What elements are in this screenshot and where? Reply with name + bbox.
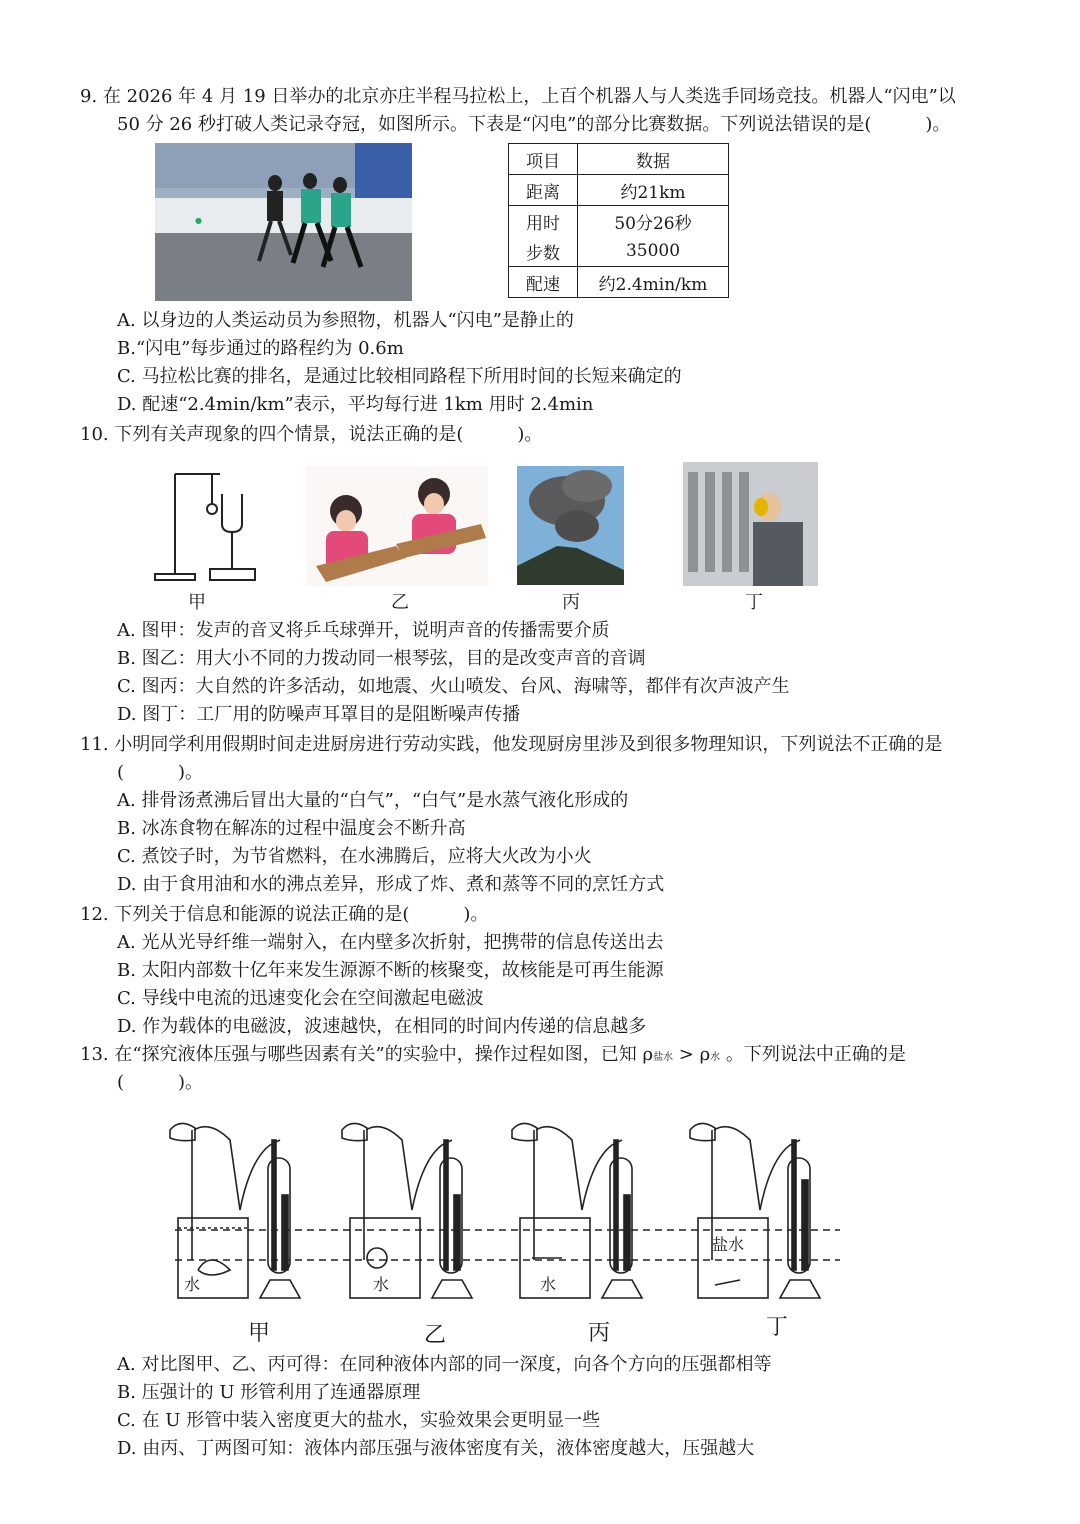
q13-subscript-water: 水	[710, 1052, 721, 1063]
q9-option-a: A. 以身边的人类运动员为参照物，机器人“闪电”是静止的	[117, 310, 574, 331]
robot-marathon-photo	[155, 143, 412, 301]
q10-caption-bing: 丙	[562, 592, 580, 613]
q12-option-a: A. 光从光导纤维一端射入，在内壁多次折射，把携带的信息传送出去	[117, 932, 664, 953]
q13-caption-bing: 丙	[588, 1321, 611, 1346]
q9-data-table	[508, 143, 729, 298]
table-cell: 50分26秒	[578, 206, 729, 237]
q13-stem-line2: ( )。	[117, 1072, 204, 1093]
q12-option-d: D. 作为载体的电磁波，波速越快，在相同的时间内传递的信息越多	[117, 1016, 647, 1037]
table-cell: 步数	[509, 236, 578, 267]
q10-caption-jia: 甲	[188, 592, 206, 613]
table-cell: 距离	[509, 175, 578, 206]
q11-option-a: A. 排骨汤煮沸后冒出大量的“白气”，“白气”是水蒸气液化形成的	[117, 790, 629, 811]
q13-option-a: A. 对比图甲、乙、丙可得：在同种液体内部的同一深度，向各个方向的压强都相等	[117, 1354, 772, 1375]
table-header-data: 数据	[578, 144, 729, 175]
q12-option-b: B. 太阳内部数十亿年来发生源源不断的核聚变，故核能是可再生能源	[117, 960, 664, 981]
zither-players-photo	[306, 466, 488, 586]
q13-caption-yi: 乙	[424, 1323, 447, 1348]
q13-caption-ding: 丁	[766, 1315, 789, 1340]
table-cell: 用时	[509, 206, 578, 237]
q11-option-b: B. 冰冻食物在解冻的过程中温度会不断升高	[117, 818, 466, 839]
q9-option-b: B.“闪电”每步通过的路程约为 0.6m	[117, 338, 404, 359]
table-cell: 配速	[509, 267, 578, 298]
q11-option-c: C. 煮饺子时，为节省燃料，在水沸腾后，应将大火改为小火	[117, 846, 592, 867]
q13-option-b: B. 压强计的 U 形管利用了连通器原理	[117, 1382, 421, 1403]
q12-stem: 12. 下列关于信息和能源的说法正确的是( )。	[80, 904, 489, 925]
table-cell: 约21km	[578, 175, 729, 206]
q9-stem-line2: 50 分 26 秒打破人类记录夺冠，如图所示。下表是“闪电”的部分比赛数据。下列说法错误的是( )。	[117, 114, 951, 135]
liquid-pressure-experiment-figure	[150, 1100, 850, 1310]
q10-caption-yi: 乙	[391, 592, 409, 613]
q11-stem-line2: ( )。	[117, 762, 204, 783]
q13-option-d: D. 由丙、丁两图可知：液体内部压强与液体密度有关，液体密度越大，压强越大	[117, 1438, 755, 1459]
q13-option-c: C. 在 U 形管中装入密度更大的盐水，实验效果会更明显一些	[117, 1410, 601, 1431]
q12-option-c: C. 导线中电流的迅速变化会在空间激起电磁波	[117, 988, 484, 1009]
liquid-label-bing: 水	[540, 1275, 557, 1294]
q13-caption-jia: 甲	[248, 1321, 271, 1346]
q13-stem-part-c: 。下列说法中正确的是	[720, 1044, 906, 1065]
q9-option-d: D. 配速“2.4min/km”表示，平均每行进 1km 用时 2.4min	[117, 394, 594, 415]
q10-option-a: A. 图甲：发声的音叉将乒乓球弹开，说明声音的传播需要介质	[117, 620, 610, 641]
volcano-eruption-photo	[517, 466, 624, 585]
liquid-label-ding: 盐水	[712, 1235, 745, 1254]
q11-option-d: D. 由于食用油和水的沸点差异，形成了炸、煮和蒸等不同的烹饪方式	[117, 874, 665, 895]
q9-stem-line1: 9. 在 2026 年 4 月 19 日举办的北京亦庄半程马拉松上，上百个机器人与人类选手同场竞技。机器人“闪电”以	[80, 86, 956, 107]
q13-subscript-saltwater: 盐水	[653, 1052, 674, 1063]
q10-option-d: D. 图丁：工厂用的防噪声耳罩目的是阻断噪声传播	[117, 704, 521, 725]
table-header-item: 项目	[509, 144, 578, 175]
svg-text:●: ●	[195, 216, 202, 225]
liquid-label-jia: 水	[184, 1275, 201, 1294]
factory-worker-earmuffs-photo	[683, 462, 818, 586]
q10-option-c: C. 图丙：大自然的许多活动，如地震、火山喷发、台风、海啸等，都伴有次声波产生	[117, 676, 790, 697]
q10-caption-ding: 丁	[745, 592, 763, 613]
table-cell: 35000	[578, 236, 729, 267]
q9-option-c: C. 马拉松比赛的排名，是通过比较相同路程下所用时间的长短来确定的	[117, 366, 682, 387]
q10-stem: 10. 下列有关声现象的四个情景，说法正确的是( )。	[80, 424, 543, 445]
q13-stem-part-b: > ρ	[673, 1044, 711, 1065]
table-cell: 约2.4min/km	[578, 267, 729, 298]
q13-stem-line1	[80, 1042, 906, 1071]
q13-stem-part-a: 13. 在“探究液体压强与哪些因素有关”的实验中，操作过程如图，已知 ρ	[80, 1044, 654, 1065]
q11-stem-line1: 11. 小明同学利用假期时间走进厨房进行劳动实践，他发现厨房里涉及到很多物理知识，下列说法不正确的是	[80, 734, 943, 755]
liquid-label-yi: 水	[373, 1275, 390, 1294]
q10-option-b: B. 图乙：用大小不同的力拨动同一根琴弦，目的是改变声音的音调	[117, 648, 646, 669]
tuning-fork-figure	[150, 464, 260, 586]
